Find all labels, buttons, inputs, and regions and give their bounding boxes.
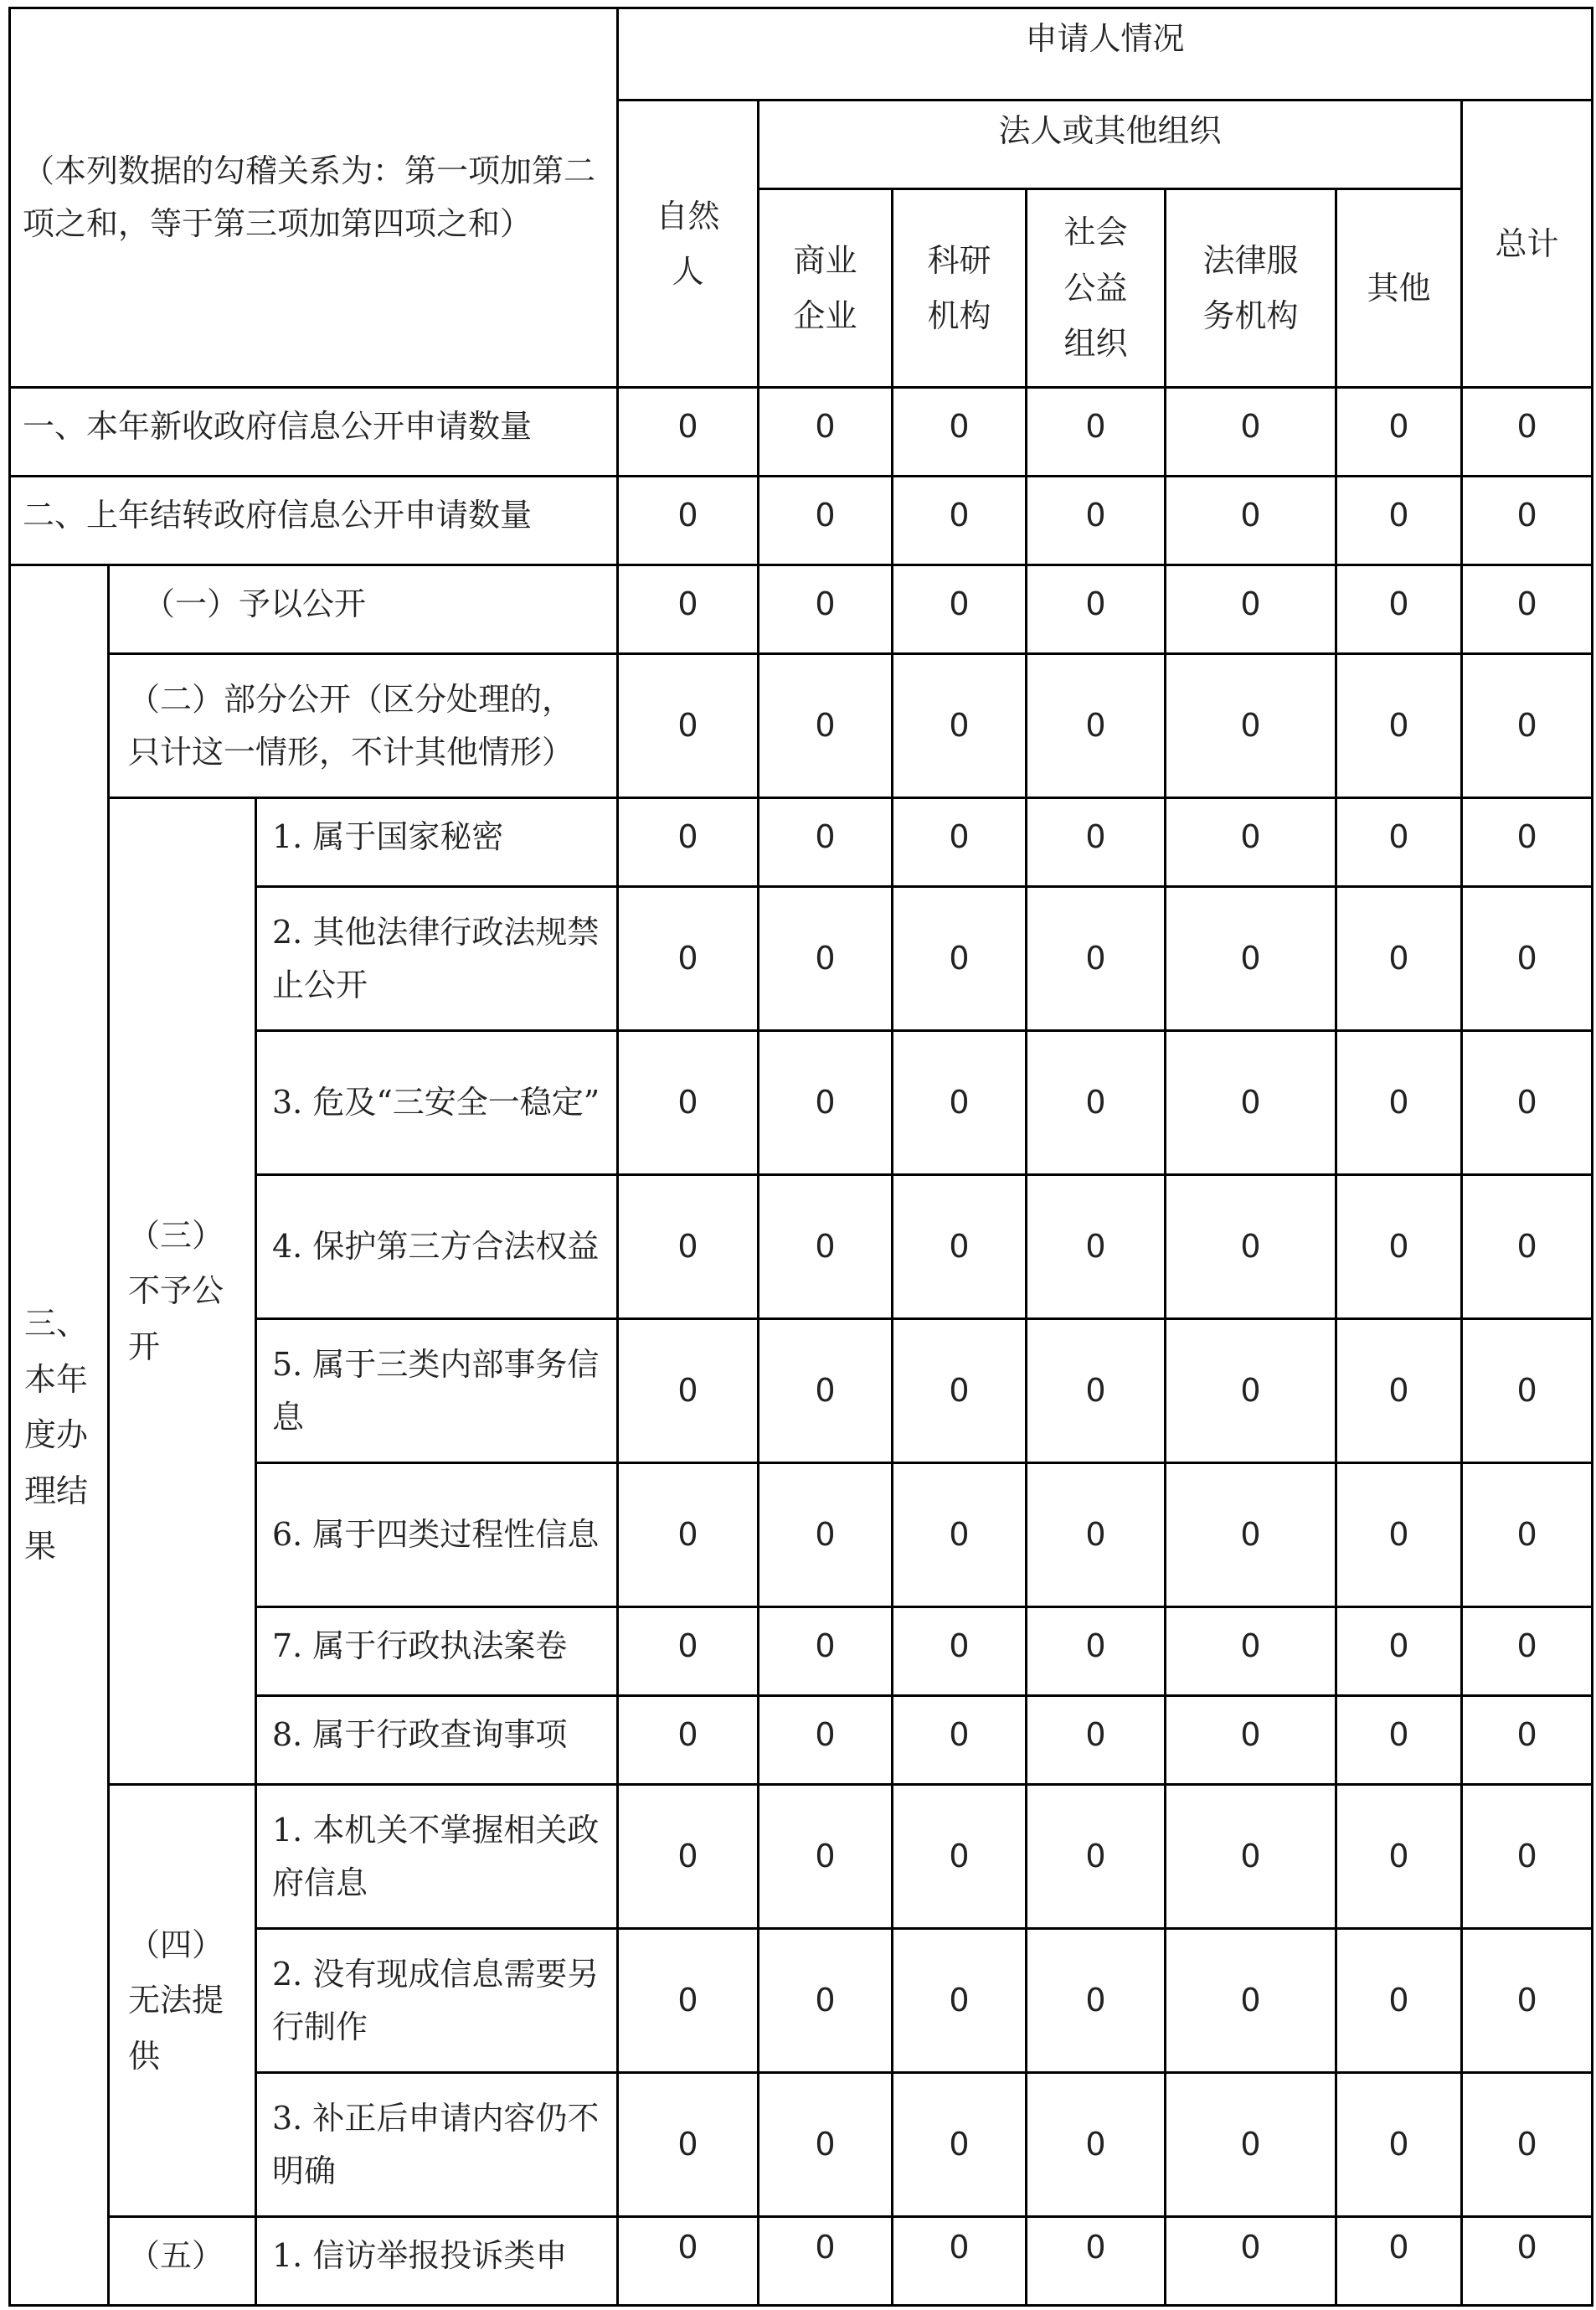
cell-value: 0 (618, 654, 759, 798)
cell-value: 0 (1166, 2073, 1336, 2217)
row-label: 5. 属于三类内部事务信息 (256, 1319, 618, 1463)
cell-value: 0 (1166, 565, 1336, 654)
header-commercial (759, 189, 893, 388)
cell-value: 0 (1166, 1696, 1336, 1785)
cell-value: 0 (1166, 1175, 1336, 1319)
cell-value: 0 (759, 477, 893, 565)
cell-value: 0 (759, 565, 893, 654)
cell-value: 0 (1462, 1031, 1593, 1175)
cell-value: 0 (618, 1319, 759, 1463)
row-label: 一、本年新收政府信息公开申请数量 (10, 388, 618, 477)
cell-value: 0 (1027, 1696, 1166, 1785)
cannot-provide-label (109, 1785, 256, 2217)
section3-label (10, 565, 109, 2306)
cell-value: 0 (1336, 565, 1462, 654)
header-applicant: 申请人情况 (618, 8, 1593, 101)
cell-value: 0 (1027, 887, 1166, 1031)
cell-value: 0 (1027, 1607, 1166, 1696)
header-legal-service (1166, 189, 1336, 388)
header-other: 其他 (1336, 189, 1462, 388)
cell-value: 0 (1336, 2073, 1462, 2217)
cell-value: 0 (1462, 798, 1593, 887)
cell-value: 0 (1336, 1607, 1462, 1696)
table-row (10, 654, 1593, 798)
cell-value: 0 (759, 1607, 893, 1696)
cell-value: 0 (618, 887, 759, 1031)
row-label: 1. 属于国家秘密 (256, 798, 618, 887)
cell-value: 0 (618, 1607, 759, 1696)
cell-value: 0 (893, 388, 1027, 477)
cell-value: 0 (759, 1929, 893, 2073)
cell-value: 0 (1027, 1175, 1166, 1319)
cell-value: 0 (1166, 798, 1336, 887)
cell-value: 0 (1027, 2217, 1166, 2306)
cell-value: 0 (1336, 477, 1462, 565)
table-row (10, 388, 1593, 477)
disclosure-statistics-page (8, 7, 1591, 2307)
header-natural-person (618, 101, 759, 388)
row-label: （二）部分公开（区分处理的，只计这一情形，不计其他情形） (109, 654, 618, 798)
cell-value: 0 (1336, 1463, 1462, 1607)
cell-value: 0 (1462, 1607, 1593, 1696)
cell-value: 0 (1027, 1463, 1166, 1607)
cell-value: 0 (759, 798, 893, 887)
cell-value: 0 (893, 798, 1027, 887)
table-row (10, 2217, 1593, 2306)
row-label: 7. 属于行政执法案卷 (256, 1607, 618, 1696)
cell-value: 0 (893, 2073, 1027, 2217)
cell-value: 0 (893, 1696, 1027, 1785)
cell-value: 0 (759, 2217, 893, 2306)
cell-value: 0 (618, 2217, 759, 2306)
header-public-welfare-label: 社会公益组织 (1063, 214, 1128, 363)
cell-value: 0 (1336, 798, 1462, 887)
cell-value: 0 (618, 1929, 759, 2073)
cell-value: 0 (759, 1696, 893, 1785)
header-legal-group: 法人或其他组织 (759, 101, 1462, 189)
cell-value: 0 (759, 654, 893, 798)
cell-value: 0 (759, 1031, 893, 1175)
cell-value: 0 (1027, 1929, 1166, 2073)
cell-value: 0 (1336, 388, 1462, 477)
cell-value: 0 (1166, 1463, 1336, 1607)
cell-value: 0 (893, 654, 1027, 798)
cell-value: 0 (1166, 887, 1336, 1031)
cell-value: 0 (1027, 2073, 1166, 2217)
cell-value: 0 (1336, 2217, 1462, 2306)
cell-value: 0 (618, 1785, 759, 1929)
cell-value: 0 (618, 1031, 759, 1175)
cell-value: 0 (893, 887, 1027, 1031)
cell-value: 0 (1462, 2217, 1593, 2306)
cell-value: 0 (1166, 1031, 1336, 1175)
cell-value: 0 (1027, 1031, 1166, 1175)
cell-value: 0 (1166, 1607, 1336, 1696)
cell-value: 0 (618, 1463, 759, 1607)
cell-value: 0 (759, 388, 893, 477)
header-note: （本列数据的勾稽关系为：第一项加第二项之和，等于第三项加第四项之和） (10, 8, 618, 388)
cell-value: 0 (618, 565, 759, 654)
cell-value: 0 (1336, 1031, 1462, 1175)
cell-value: 0 (1027, 388, 1166, 477)
cell-value: 0 (1462, 1929, 1593, 2073)
cell-value: 0 (893, 1607, 1027, 1696)
cannot-provide-label-text: （四）无法提供 (128, 1926, 224, 2075)
cell-value: 0 (759, 1463, 893, 1607)
row-label: 1. 本机关不掌握相关政府信息 (256, 1785, 618, 1929)
cell-value: 0 (1462, 887, 1593, 1031)
cell-value: 0 (1462, 2073, 1593, 2217)
section3-label-text: 三、本年度办理结果 (24, 1305, 89, 1565)
row-label: 1. 信访举报投诉类申 (256, 2217, 618, 2306)
cell-value: 0 (1336, 1319, 1462, 1463)
cell-value: 0 (759, 887, 893, 1031)
cell-value: 0 (893, 1175, 1027, 1319)
cell-value: 0 (1462, 388, 1593, 477)
row-label: （一）予以公开 (109, 565, 618, 654)
cell-value: 0 (1336, 887, 1462, 1031)
cell-value: 0 (618, 477, 759, 565)
cell-value: 0 (1462, 1696, 1593, 1785)
row-label: 3. 危及“三安全一稳定” (256, 1031, 618, 1175)
cell-value: 0 (1166, 2217, 1336, 2306)
cell-value: 0 (893, 1319, 1027, 1463)
cell-value: 0 (1027, 477, 1166, 565)
header-research (893, 189, 1027, 388)
cell-value: 0 (759, 1175, 893, 1319)
cell-value: 0 (1336, 1785, 1462, 1929)
cell-value: 0 (1166, 477, 1336, 565)
cell-value: 0 (1336, 1929, 1462, 2073)
cell-value: 0 (759, 2073, 893, 2217)
row-label: 6. 属于四类过程性信息 (256, 1463, 618, 1607)
header-research-label: 科研机构 (927, 241, 991, 334)
cell-value: 0 (1027, 654, 1166, 798)
cell-value: 0 (1462, 1175, 1593, 1319)
cell-value: 0 (759, 1319, 893, 1463)
cell-value: 0 (1027, 798, 1166, 887)
cell-value: 0 (1462, 654, 1593, 798)
cell-value: 0 (1166, 1785, 1336, 1929)
row-label: 4. 保护第三方合法权益 (256, 1175, 618, 1319)
cell-value: 0 (893, 1463, 1027, 1607)
cell-value: 0 (1336, 1175, 1462, 1319)
table-row (10, 477, 1593, 565)
no-process-label: （五） (109, 2217, 256, 2306)
cell-value: 0 (1027, 1319, 1166, 1463)
cell-value: 0 (1027, 1785, 1166, 1929)
row-label: 3. 补正后申请内容仍不明确 (256, 2073, 618, 2217)
cell-value: 0 (618, 1175, 759, 1319)
table-row (10, 798, 1593, 887)
row-label: 2. 其他法律行政法规禁止公开 (256, 887, 618, 1031)
cell-value: 0 (759, 1785, 893, 1929)
cell-value: 0 (893, 477, 1027, 565)
header-total: 总计 (1462, 101, 1593, 388)
row-label: 8. 属于行政查询事项 (256, 1696, 618, 1785)
cell-value: 0 (1462, 1319, 1593, 1463)
not-disclose-label-text: （三）不予公开 (128, 1216, 224, 1365)
row-label: 二、上年结转政府信息公开申请数量 (10, 477, 618, 565)
cell-value: 0 (618, 388, 759, 477)
header-legal-service-label: 法律服务机构 (1202, 241, 1299, 334)
cell-value: 0 (893, 1785, 1027, 1929)
cell-value: 0 (1027, 565, 1166, 654)
cell-value: 0 (618, 2073, 759, 2217)
cell-value: 0 (1462, 1463, 1593, 1607)
cell-value: 0 (1462, 477, 1593, 565)
cell-value: 0 (1336, 1696, 1462, 1785)
cell-value: 0 (893, 2217, 1027, 2306)
header-natural-person-label: 自然人 (656, 197, 720, 290)
not-disclose-label (109, 798, 256, 1785)
cell-value: 0 (1462, 1785, 1593, 1929)
cell-value: 0 (1336, 654, 1462, 798)
cell-value: 0 (1166, 1929, 1336, 2073)
table-row (10, 1785, 1593, 1929)
cell-value: 0 (893, 1929, 1027, 2073)
cell-value: 0 (618, 798, 759, 887)
header-commercial-label: 商业企业 (793, 241, 857, 334)
cell-value: 0 (1166, 388, 1336, 477)
row-label: 2. 没有现成信息需要另行制作 (256, 1929, 618, 2073)
disclosure-statistics-table (8, 7, 1593, 2307)
cell-value: 0 (1166, 654, 1336, 798)
cell-value: 0 (618, 1696, 759, 1785)
cell-value: 0 (1166, 1319, 1336, 1463)
cell-value: 0 (893, 565, 1027, 654)
table-row (10, 565, 1593, 654)
header-public-welfare (1027, 189, 1166, 388)
cell-value: 0 (893, 1031, 1027, 1175)
cell-value: 0 (1462, 565, 1593, 654)
